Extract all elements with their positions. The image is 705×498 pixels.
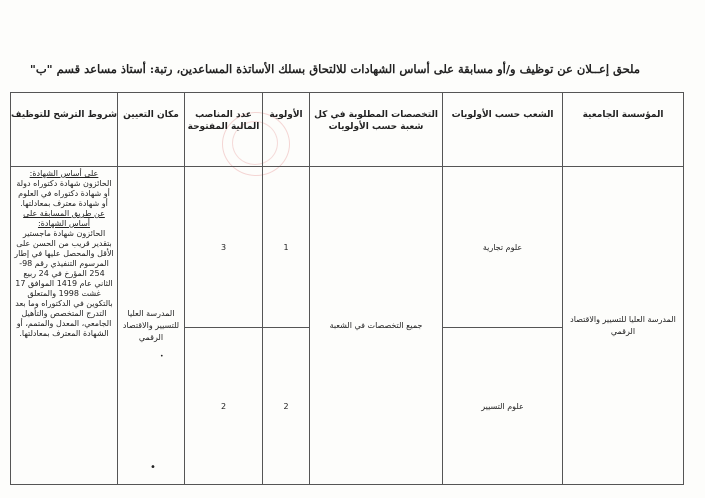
header-institution: المؤسسة الجامعية [563,93,684,167]
priority-cell: 2 [263,328,310,485]
header-positions: عدد المناصب المالية المفتوحة [185,93,263,167]
header-specialties: التخصصات المطلوبة في كل شعبة حسب الأولويات [310,93,443,167]
positions-cell: 2 [185,328,263,485]
conditions-cell [11,167,118,485]
specialties-cell: جميع التخصصات في الشعبة [310,167,443,485]
priority-cell: 1 [263,167,310,328]
conditions-text-2: الحائزون شهادة ماجستير بتقدير قريب من الحسن على الأقل والمحصل عليها في إطار المرسوم التنفيذي رقم 98-254 المؤرخ في 24 ربيع الثاني عام 1419 الموافق 17 غشت 1998 والمتعلق بالتكوين في الدكتوراه وما بعد التدرج المتخصص والتأهيل الجامعي، المعدل والمتمم، أو الشهادة المعترف بمعادلتها. [14,229,114,338]
conditions-heading-2: عن طريق المسابقة على أساس الشهادة: [23,209,105,228]
header-priority: الأولوية [263,93,310,167]
recruitment-table [10,92,684,485]
branch-cell: علوم تجارية [443,167,563,328]
positions-cell: 3 [185,167,263,328]
conditions-heading-1: على أساس الشهادة: [29,169,99,178]
stray-mark: • [150,462,156,473]
table-row [11,167,684,328]
conditions-text-1: الحائزون شهادة دكتوراه دولة أو شهادة دكتوراه في العلوم أو شهادة معترف بمعادلتها. [16,179,112,208]
header-location: مكان التعيين [118,93,185,167]
location-cell: المدرسة العليا للتسيير والاقتصاد الرقمي [118,167,185,485]
annex-title: ملحق إعــلان عن توظيف و/أو مسابقة على أساس الشهادات للالتحاق بسلك الأساتذة المساعدين، رتبة: أستاذ مساعد قسم "ب" [29,62,640,76]
institution-cell: المدرسة العليا للتسيير والاقتصاد الرقمي [563,167,684,485]
branch-cell: علوم التسيير [443,328,563,485]
header-row [11,93,684,167]
header-conditions: شروط الترشح للتوظيف [11,93,118,167]
stray-mark: • [160,353,164,360]
header-branches: الشعب حسب الأولويات [443,93,563,167]
